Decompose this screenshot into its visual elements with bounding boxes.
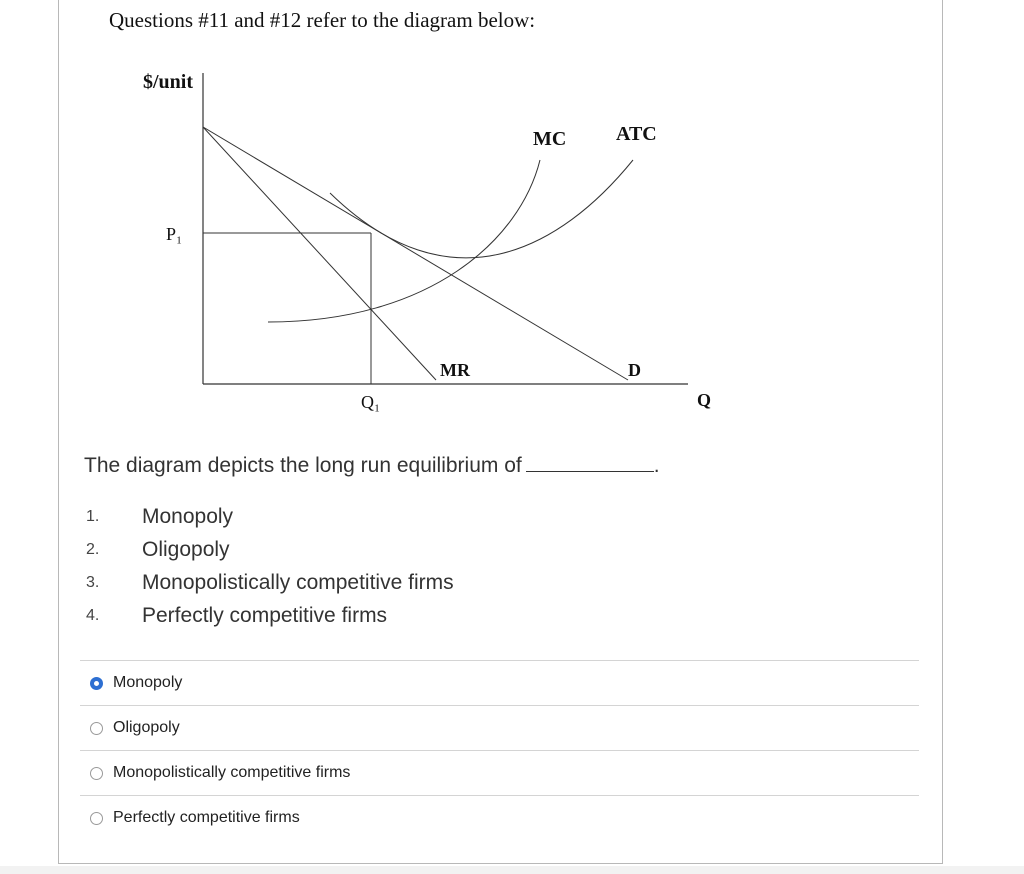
option-text: Monopolistically competitive firms [142,570,454,594]
question-header: Questions #11 and #12 refer to the diagram below: [109,8,536,32]
question-stem-text: The diagram depicts the long run equilibrium of [84,454,522,477]
radio-button[interactable] [90,812,103,825]
d-label: D [628,360,641,380]
x-axis-label: Q [697,390,712,410]
atc-curve [330,160,633,258]
page-footer-strip [0,866,1024,874]
list-item [86,566,454,599]
answer-label: Monopoly [113,674,183,691]
question-stem [84,454,660,478]
option-text: Monopoly [142,504,234,528]
atc-label: ATC [616,123,657,145]
answer-choices [80,660,919,840]
option-list [86,500,454,632]
radio-button-selected[interactable] [90,677,103,690]
option-text: Perfectly competitive firms [142,603,388,627]
mc-label: MC [533,128,567,150]
answer-label: Perfectly competitive firms [113,809,300,826]
list-item [86,533,454,566]
list-item [86,500,454,533]
option-number: 4. [86,606,100,624]
quantity-label: Q₁ [361,392,381,412]
radio-button[interactable] [90,722,103,735]
answer-blank [526,457,654,472]
radio-button[interactable] [90,767,103,780]
option-number: 2. [86,540,100,558]
answer-choice-oligopoly[interactable] [80,705,919,750]
answer-label: Monopolistically competitive firms [113,764,351,781]
answer-choice-perfect-competition[interactable] [80,795,919,840]
demand-curve [203,127,628,380]
answer-label: Oligopoly [113,719,180,736]
mr-label: MR [440,360,470,380]
option-number: 1. [86,507,100,525]
list-item [86,599,454,632]
answer-choice-monopolistic[interactable] [80,750,919,795]
marginal-revenue-curve [203,127,436,380]
option-number: 3. [86,573,100,591]
answer-choice-monopoly[interactable] [80,660,919,705]
y-axis-label: $/unit [143,71,194,93]
option-text: Oligopoly [142,537,230,561]
question-stem-end: . [653,454,660,477]
mc-curve [268,160,540,322]
price-label: P₁ [166,224,183,244]
